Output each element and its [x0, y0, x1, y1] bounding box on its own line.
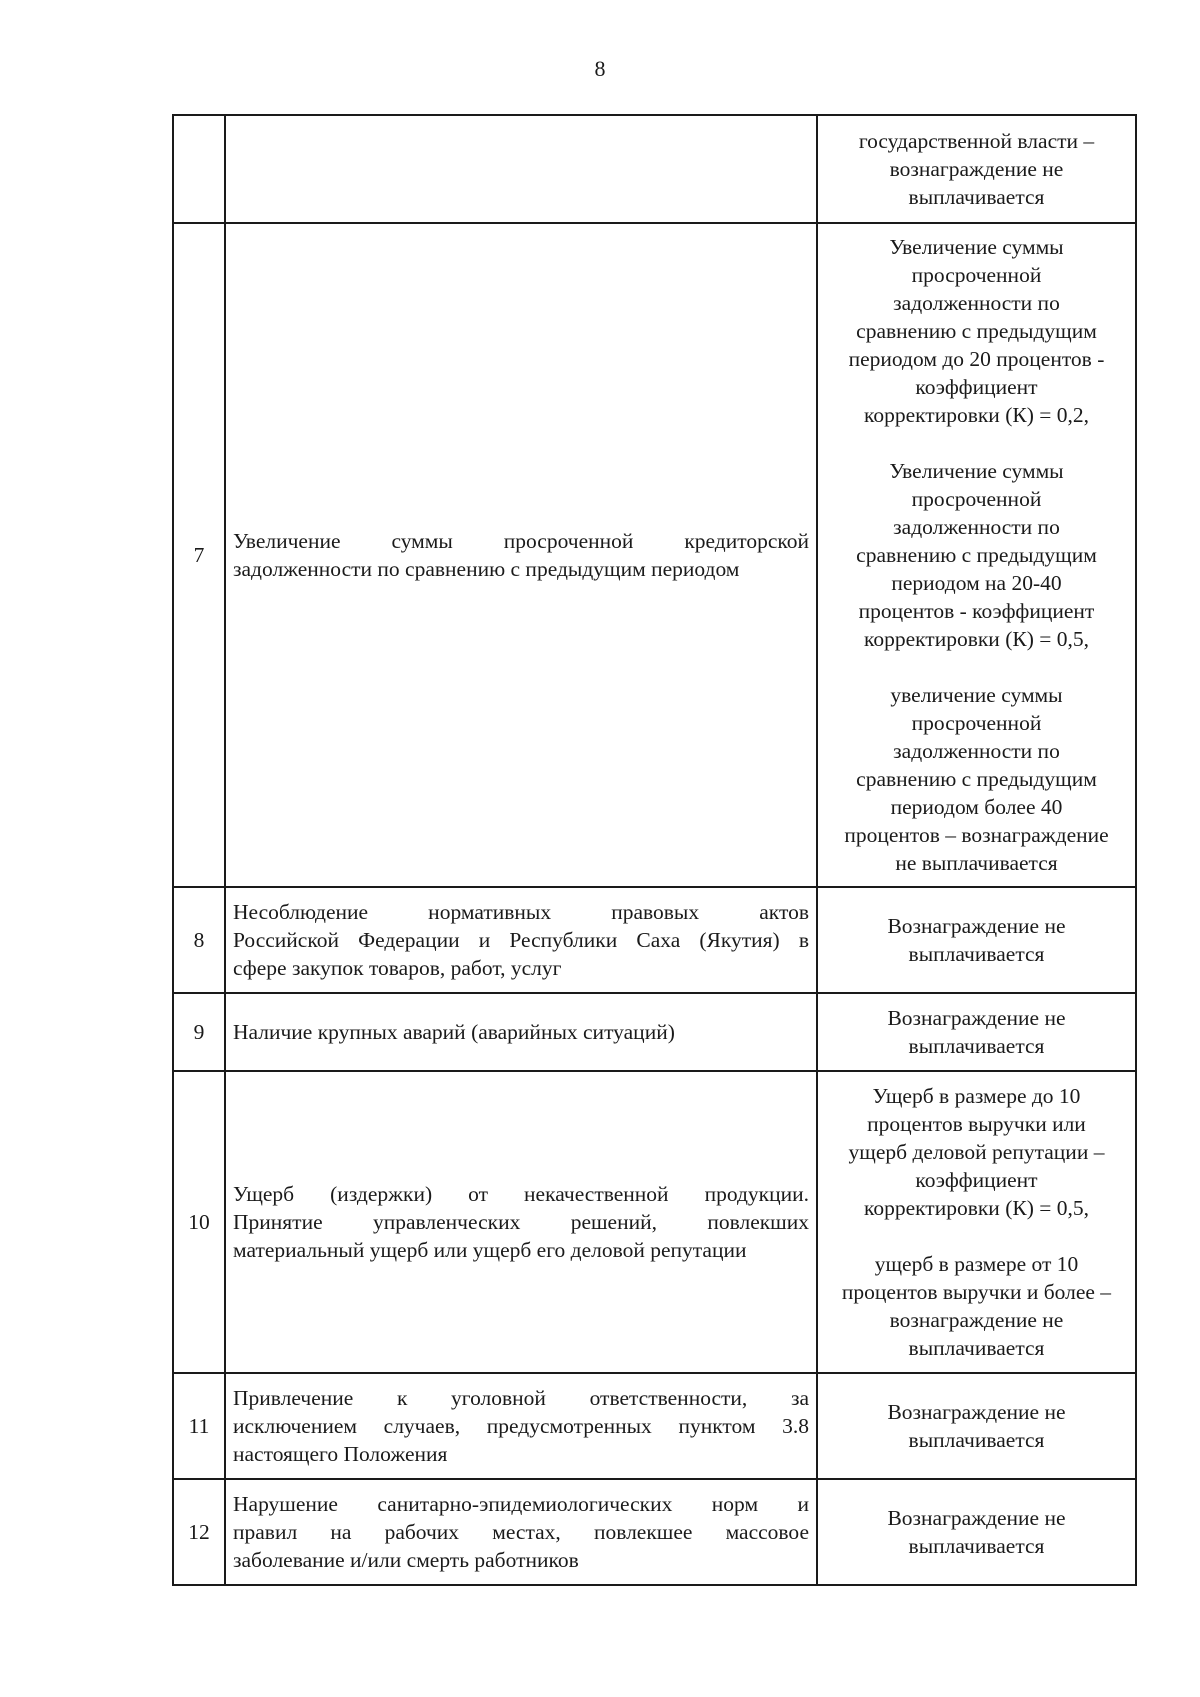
table-row	[173, 223, 1136, 887]
row-result	[817, 1479, 1136, 1585]
result-line: процентов - коэффициент	[858, 599, 1095, 623]
row-description	[225, 115, 817, 223]
result-line: выплачивается	[908, 942, 1045, 966]
table-row	[173, 993, 1136, 1071]
description-line: Принятие управленческих решений, повлекших	[233, 1210, 809, 1234]
row-number: 7	[173, 223, 225, 887]
result-line: выплачивается	[908, 1336, 1045, 1360]
description-line: Несоблюдение нормативных правовых актов	[233, 900, 809, 924]
row-number: 11	[173, 1373, 225, 1479]
description-line: исключением случаев, предусмотренных пунктом 3.8	[233, 1414, 809, 1438]
result-line: коэффициент	[915, 375, 1038, 399]
criteria-table	[172, 114, 1137, 1586]
description-line: заболевание и/или смерть работников	[233, 1548, 579, 1572]
result-line: корректировки (К) = 0,5,	[864, 1196, 1089, 1220]
result-line: процентов выручки и более –	[841, 1280, 1112, 1304]
result-line: процентов – вознаграждение	[844, 823, 1109, 847]
result-line: Вознаграждение не	[887, 1506, 1066, 1530]
result-line: Увеличение суммы	[889, 459, 1064, 483]
result-line: Вознаграждение не	[887, 914, 1066, 938]
result-paragraph	[825, 1082, 1128, 1222]
result-line: периодом на 20-40	[891, 571, 1062, 595]
result-line: процентов выручки или	[867, 1112, 1086, 1136]
result-line: сравнению с предыдущим	[856, 543, 1097, 567]
result-line: выплачивается	[908, 1534, 1045, 1558]
row-result	[817, 115, 1136, 223]
description-line: Привлечение к уголовной ответственности, за	[233, 1386, 809, 1410]
table-row	[173, 887, 1136, 993]
result-paragraph	[825, 457, 1128, 653]
result-line: выплачивается	[908, 1034, 1045, 1058]
table-row	[173, 1071, 1136, 1373]
row-result	[817, 1071, 1136, 1373]
table-row	[173, 1479, 1136, 1585]
result-line: Вознаграждение не	[887, 1400, 1066, 1424]
result-line: сравнению с предыдущим	[856, 767, 1097, 791]
result-line: вознаграждение не	[889, 157, 1064, 181]
description-line: настоящего Положения	[233, 1442, 448, 1466]
page-number: 8	[594, 56, 606, 81]
result-line: Вознаграждение не	[887, 1006, 1066, 1030]
row-result	[817, 1373, 1136, 1479]
result-paragraph	[825, 681, 1128, 877]
result-line: периодом более 40	[890, 795, 1063, 819]
description-line: правил на рабочих местах, повлекшее массовое	[233, 1520, 809, 1544]
row-number	[173, 115, 225, 223]
table-row	[173, 1373, 1136, 1479]
result-line: задолженности по	[893, 291, 1060, 315]
result-line: не выплачивается	[895, 851, 1058, 875]
result-line: корректировки (К) = 0,5,	[864, 627, 1089, 651]
description-line: Нарушение санитарно-эпидемиологических норм и	[233, 1492, 809, 1516]
result-line: ущерб деловой репутации –	[848, 1140, 1105, 1164]
table-row	[173, 115, 1136, 223]
description-line: материальный ущерб или ущерб его деловой репутации	[233, 1238, 747, 1262]
row-description	[225, 1373, 817, 1479]
description-line: Увеличение суммы просроченной кредиторской	[233, 529, 809, 553]
result-line: задолженности по	[893, 739, 1060, 763]
result-line: увеличение суммы	[890, 683, 1063, 707]
result-line: Ущерб в размере до 10	[872, 1084, 1081, 1108]
result-line: корректировки (К) = 0,2,	[864, 403, 1089, 427]
row-description	[225, 1479, 817, 1585]
result-line: выплачивается	[908, 1428, 1045, 1452]
row-description	[225, 223, 817, 887]
row-description	[225, 887, 817, 993]
result-line: периодом до 20 процентов -	[848, 347, 1105, 371]
result-paragraph	[825, 233, 1128, 429]
result-line: просроченной	[911, 487, 1042, 511]
result-line: просроченной	[911, 711, 1042, 735]
row-description	[225, 1071, 817, 1373]
description-line: сфере закупок товаров, работ, услуг	[233, 956, 562, 980]
result-line: Увеличение суммы	[889, 235, 1064, 259]
result-line: ущерб в размере от 10	[874, 1252, 1079, 1276]
description-line: задолженности по сравнению с предыдущим периодом	[233, 557, 740, 581]
result-paragraph	[825, 1250, 1128, 1362]
result-line: выплачивается	[908, 185, 1045, 209]
row-number: 10	[173, 1071, 225, 1373]
row-result	[817, 887, 1136, 993]
row-number: 8	[173, 887, 225, 993]
result-line: коэффициент	[915, 1168, 1038, 1192]
description-line: Ущерб (издержки) от некачественной продукции.	[233, 1182, 809, 1206]
result-line: вознаграждение не	[889, 1308, 1064, 1332]
result-line: просроченной	[911, 263, 1042, 287]
result-line: сравнению с предыдущим	[856, 319, 1097, 343]
result-line: государственной власти –	[858, 129, 1095, 153]
description-line: Российской Федерации и Республики Саха (Якутия) в	[233, 928, 809, 952]
result-line: задолженности по	[893, 515, 1060, 539]
row-result	[817, 993, 1136, 1071]
row-number: 12	[173, 1479, 225, 1585]
row-description: Наличие крупных аварий (аварийных ситуаций)	[225, 993, 817, 1071]
row-number: 9	[173, 993, 225, 1071]
row-result	[817, 223, 1136, 887]
